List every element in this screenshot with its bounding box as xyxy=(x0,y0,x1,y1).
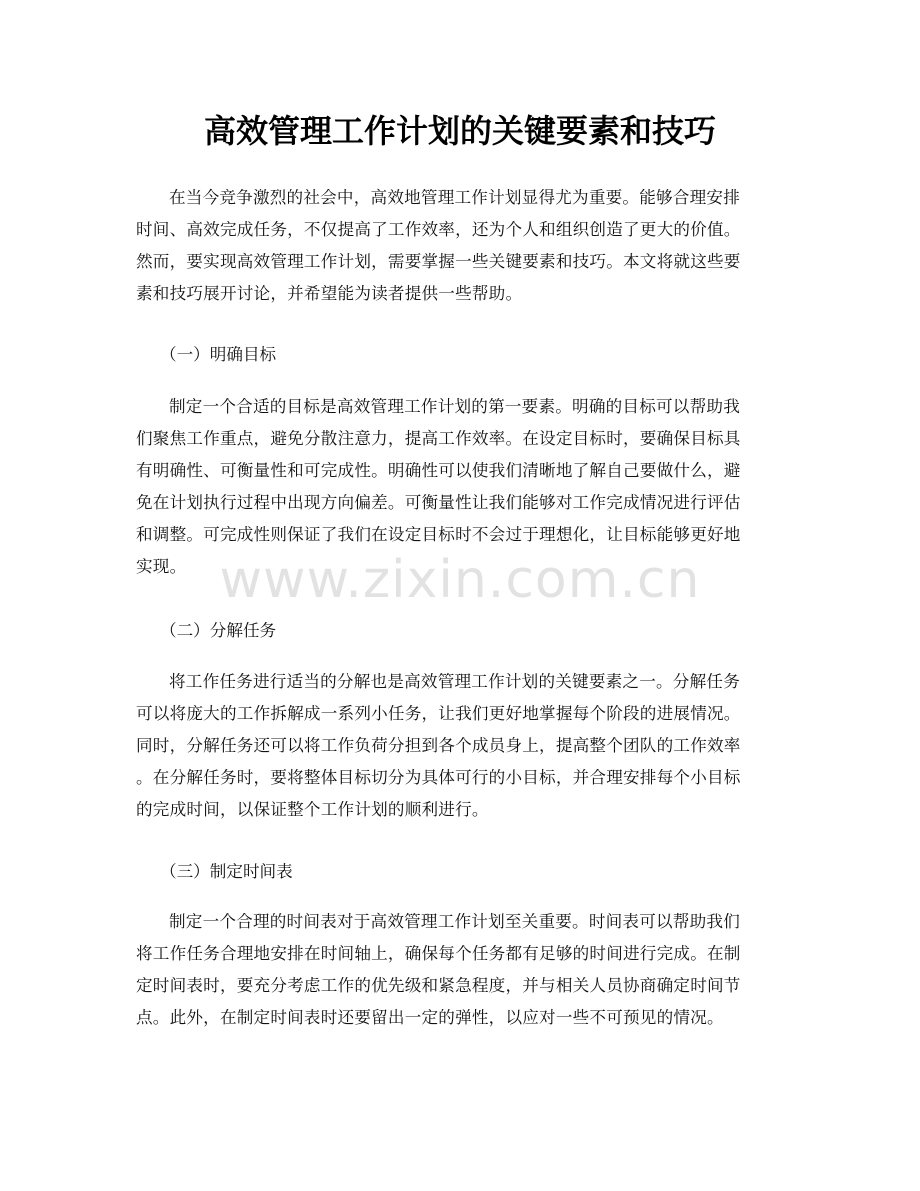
paragraph-line: 定时间表时，要充分考虑工作的优先级和紧急程度，并与相关人员协商确定时间节 xyxy=(136,976,741,995)
paragraph-line: 。在分解任务时，要将整体目标切分为具体可行的小目标，并合理安排每个小目标 xyxy=(136,768,741,787)
paragraph-line: 制定一个合适的目标是高效管理工作计划的第一要素。明确的目标可以帮助我 xyxy=(169,397,740,416)
paragraph-line: 可以将庞大的工作拆解成一系列小任务，让我们更好地掌握每个阶段的进展情况。 xyxy=(136,704,741,723)
paragraph-line: 实现。 xyxy=(136,557,187,576)
section-paragraph-3 xyxy=(136,906,787,1034)
section-paragraph-1 xyxy=(136,391,787,583)
paragraph-line: 在当今竞争激烈的社会中，高效地管理工作计划显得尤为重要。能够合理安排 xyxy=(169,188,740,207)
paragraph-line: 将工作任务进行适当的分解也是高效管理工作计划的关键要素之一。分解任务 xyxy=(169,672,740,691)
paragraph-line: 时间、高效完成任务，不仅提高了工作效率，还为个人和组织创造了更大的价值。 xyxy=(136,220,741,239)
section-paragraph-2 xyxy=(136,666,787,826)
paragraph-line: 免在计划执行过程中出现方向偏差。可衡量性让我们能够对工作完成情况进行评估 xyxy=(136,493,741,512)
paragraph-line: 同时，分解任务还可以将工作负荷分担到各个成员身上，提高整个团队的工作效率 xyxy=(136,736,741,755)
watermark: www.zixin.com.cn xyxy=(219,550,701,610)
paragraph-line: 们聚焦工作重点，避免分散注意力，提高工作效率。在设定目标时，要确保目标具 xyxy=(136,429,741,448)
paragraph-line: 然而，要实现高效管理工作计划，需要掌握一些关键要素和技巧。本文将就这些要 xyxy=(136,252,741,271)
paragraph-line: 有明确性、可衡量性和可完成性。明确性可以使我们清晰地了解自己要做什么，避 xyxy=(136,461,741,480)
page-title: 高效管理工作计划的关键要素和技巧 xyxy=(203,112,716,150)
section-heading-3: （三）制定时间表 xyxy=(160,862,293,881)
paragraph-line: 点。此外，在制定时间表时还要留出一定的弹性，以应对一些不可预见的情况。 xyxy=(136,1008,724,1027)
paragraph-line: 素和技巧展开讨论，并希望能为读者提供一些帮助。 xyxy=(136,284,523,303)
paragraph-line: 和调整。可完成性则保证了我们在设定目标时不会过于理想化，让目标能够更好地 xyxy=(136,525,741,544)
intro-paragraph xyxy=(136,182,787,310)
section-heading-1: （一）明确目标 xyxy=(160,345,277,364)
section-heading-2: （二）分解任务 xyxy=(160,621,277,640)
paragraph-line: 的完成时间，以保证整个工作计划的顺利进行。 xyxy=(136,800,489,819)
paragraph-line: 将工作任务合理地安排在时间轴上，确保每个任务都有足够的时间进行完成。在制 xyxy=(136,944,741,963)
paragraph-line: 制定一个合理的时间表对于高效管理工作计划至关重要。时间表可以帮助我们 xyxy=(169,912,740,931)
